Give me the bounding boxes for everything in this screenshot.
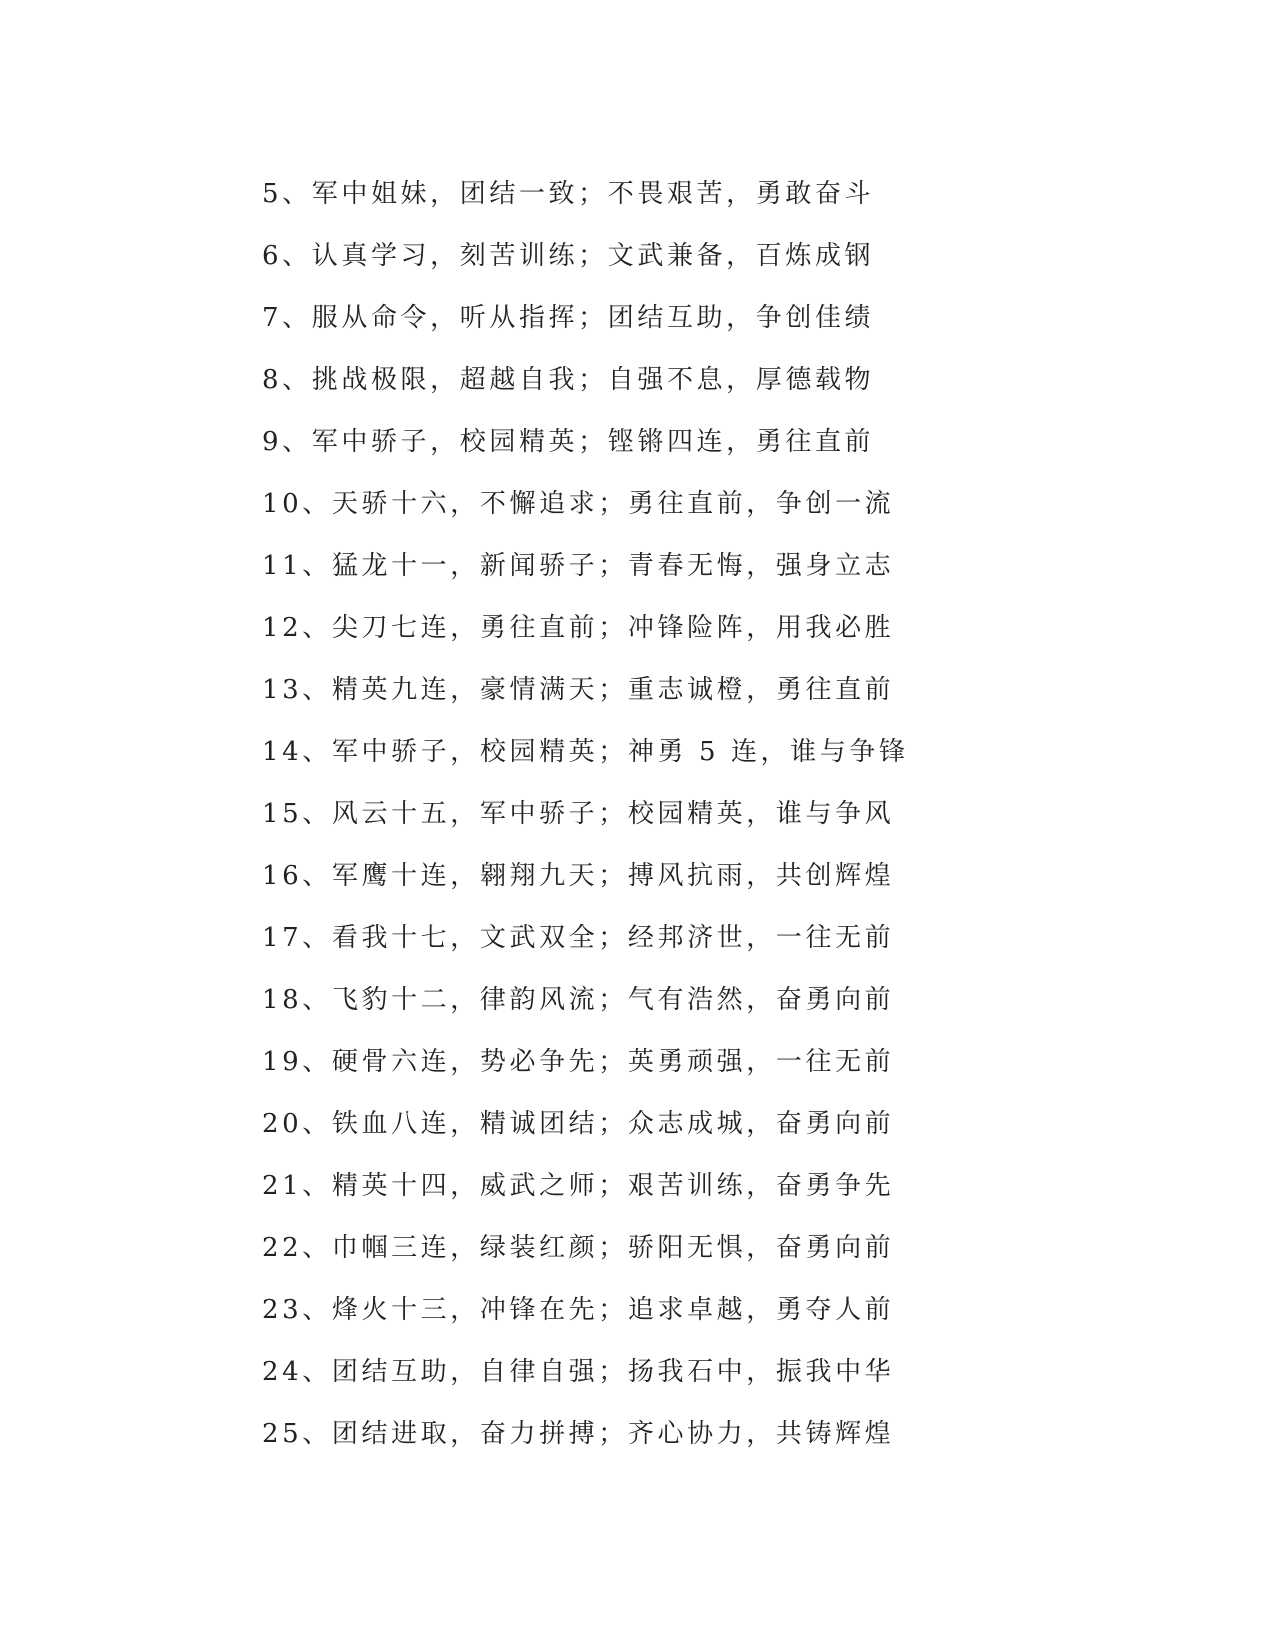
slogan-line: 7、服从命令，听从指挥；团结互助，争创佳绩 [262,303,875,333]
slogan-line: 9、军中骄子，校园精英；铿锵四连，勇往直前 [262,427,875,457]
slogan-line: 10、天骄十六，不懈追求；勇往直前，争创一流 [262,489,895,519]
slogan-line: 22、巾帼三连，绿装红颜；骄阳无惧，奋勇向前 [262,1233,895,1263]
slogan-line: 23、烽火十三，冲锋在先；追求卓越，勇夺人前 [262,1295,895,1325]
slogan-line: 5、军中姐妹，团结一致；不畏艰苦，勇敢奋斗 [262,179,875,209]
slogan-line: 14、军中骄子，校园精英；神勇 5 连，谁与争锋 [262,737,909,767]
slogan-line: 11、猛龙十一，新闻骄子；青春无悔，强身立志 [262,551,895,581]
slogan-line: 25、团结进取，奋力拼搏；齐心协力，共铸辉煌 [262,1419,895,1449]
slogan-line: 20、铁血八连，精诚团结；众志成城，奋勇向前 [262,1109,895,1139]
slogan-line: 15、风云十五，军中骄子；校园精英，谁与争风 [262,799,895,829]
slogan-line: 19、硬骨六连，势必争先；英勇顽强，一往无前 [262,1047,895,1077]
slogan-line: 21、精英十四，威武之师；艰苦训练，奋勇争先 [262,1171,895,1201]
slogan-list [262,163,909,1465]
slogan-line: 16、军鹰十连，翱翔九天；搏风抗雨，共创辉煌 [262,861,895,891]
slogan-line: 8、挑战极限，超越自我；自强不息，厚德载物 [262,365,875,395]
slogan-line: 13、精英九连，豪情满天；重志诚橙，勇往直前 [262,675,895,705]
slogan-line: 17、看我十七，文武双全；经邦济世，一往无前 [262,923,895,953]
slogan-line: 24、团结互助，自律自强；扬我石中，振我中华 [262,1357,895,1387]
slogan-line: 6、认真学习，刻苦训练；文武兼备，百炼成钢 [262,241,875,271]
slogan-line: 18、飞豹十二，律韵风流；气有浩然，奋勇向前 [262,985,895,1015]
slogan-line: 12、尖刀七连，勇往直前；冲锋险阵，用我必胜 [262,613,895,643]
